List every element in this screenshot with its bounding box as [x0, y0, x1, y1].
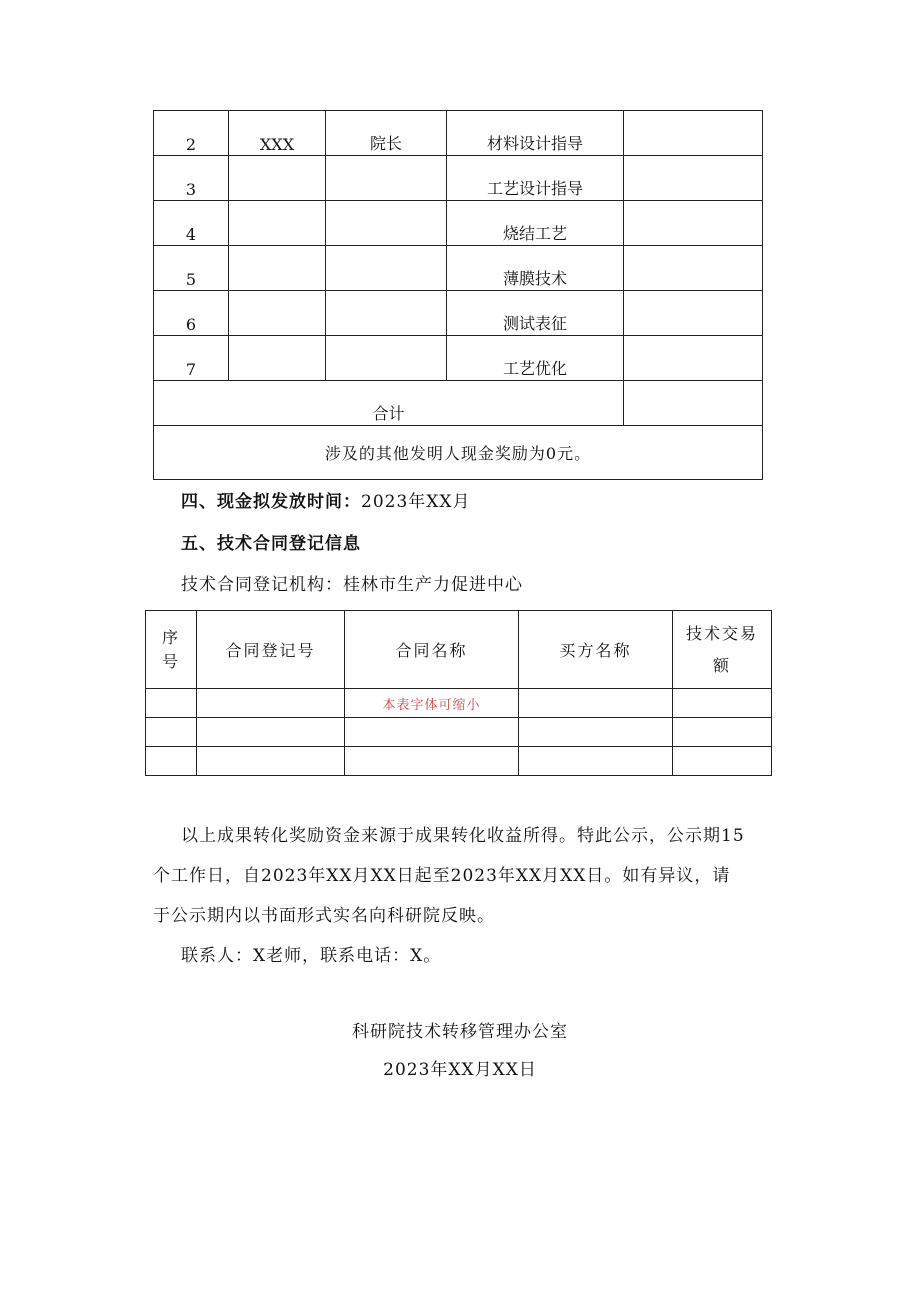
inventor-name — [229, 291, 326, 336]
inventor-role: 薄膜技术 — [447, 246, 624, 291]
inventor-role: 烧结工艺 — [447, 201, 624, 246]
reward-amount — [624, 246, 763, 291]
registry-label: 技术合同登记机构： — [181, 575, 343, 595]
inventor-reward-table — [153, 110, 763, 480]
section-4 — [181, 487, 470, 512]
inventor-title — [326, 201, 447, 246]
contact-line: 联系人：X老师，联系电话：X。 — [181, 946, 442, 966]
body-paragraph-line-1: 以上成果转化奖励资金来源于成果转化收益所得。特此公示，公示期15 — [181, 826, 745, 846]
signature-org: 科研院技术转移管理办公室 — [352, 1022, 568, 1042]
reward-amount — [624, 111, 763, 156]
other-inventors-note: 涉及的其他发明人现金奖励为0元。 — [154, 426, 763, 480]
header-registration-no: 合同登记号 — [197, 611, 345, 689]
inventor-role: 工艺设计指导 — [447, 156, 624, 201]
inventor-title — [326, 156, 447, 201]
table-row — [154, 291, 763, 336]
header-contract-name: 合同名称 — [345, 611, 519, 689]
inventor-role: 材料设计指导 — [447, 111, 624, 156]
registry-value: 桂林市生产力促进中心 — [343, 575, 523, 595]
inventor-title — [326, 336, 447, 381]
reward-amount — [624, 291, 763, 336]
total-label: 合计 — [154, 381, 624, 426]
table-row — [154, 336, 763, 381]
row-number: 6 — [154, 291, 229, 336]
inventor-name — [229, 201, 326, 246]
inventor-name — [229, 336, 326, 381]
reward-amount — [624, 201, 763, 246]
font-size-hint: 本表字体可缩小 — [345, 689, 519, 718]
row-number: 7 — [154, 336, 229, 381]
total-row — [154, 381, 763, 426]
table-row — [146, 718, 772, 747]
section-4-heading: 四、现金拟发放时间： — [181, 492, 361, 512]
section-4-value: 2023年XX月 — [361, 492, 471, 512]
body-paragraph-line-2: 个工作日，自2023年XX月XX日起至2023年XX月XX日。如有异议，请 — [153, 866, 731, 886]
inventor-role: 工艺优化 — [447, 336, 624, 381]
contract-table — [145, 610, 772, 776]
table-row — [154, 156, 763, 201]
reward-amount — [624, 156, 763, 201]
inventor-role: 测试表征 — [447, 291, 624, 336]
header-buyer-name: 买方名称 — [519, 611, 673, 689]
section-5-heading: 五、技术合同登记信息 — [181, 534, 361, 554]
table-row — [154, 201, 763, 246]
inventor-title: 院长 — [326, 111, 447, 156]
contract-table-header — [146, 611, 772, 689]
table-row — [154, 246, 763, 291]
registry-line — [181, 570, 523, 595]
header-transaction-amount: 技术交易 额 — [673, 611, 772, 689]
table-row — [146, 747, 772, 776]
table-row — [146, 689, 772, 718]
inventor-name — [229, 156, 326, 201]
signature-date: 2023年XX月XX日 — [383, 1060, 537, 1080]
note-row — [154, 426, 763, 480]
inventor-name: XXX — [229, 111, 326, 156]
row-number: 4 — [154, 201, 229, 246]
table-row — [154, 111, 763, 156]
header-serial: 序 号 — [146, 611, 197, 689]
row-number: 3 — [154, 156, 229, 201]
reward-amount — [624, 336, 763, 381]
row-number: 2 — [154, 111, 229, 156]
row-number: 5 — [154, 246, 229, 291]
total-amount — [624, 381, 763, 426]
inventor-name — [229, 246, 326, 291]
inventor-title — [326, 246, 447, 291]
inventor-title — [326, 291, 447, 336]
body-paragraph-line-3: 于公示期内以书面形式实名向科研院反映。 — [153, 906, 495, 926]
